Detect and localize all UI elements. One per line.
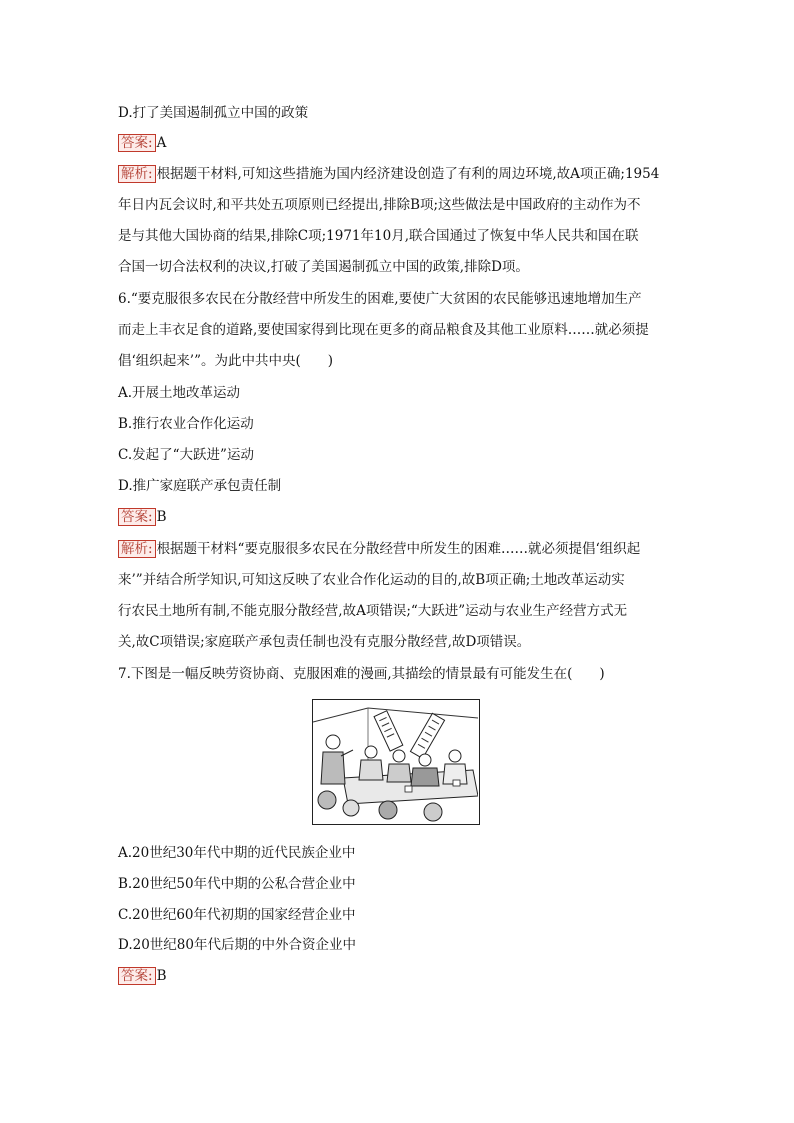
q6-analysis-line-3: 行农民土地所有制,不能克服分散经营,故A项错误;“大跃进”运动与农业生产经营方式无 — [118, 603, 628, 619]
answer-label: 答案: — [118, 508, 156, 526]
answer-value: A — [156, 135, 167, 151]
q6-analysis-line-2: 来’”并结合所学知识,可知这反映了农业合作化运动的目的,故B项正确;土地改革运动实 — [118, 572, 625, 588]
q6-analysis-line-1 — [118, 539, 678, 559]
analysis-label: 解析: — [118, 165, 156, 183]
q7-answer — [118, 966, 678, 986]
q6-option-a: A.开展土地改革运动 — [118, 385, 241, 401]
q6-stem-line-1: 6.“要克服很多农民在分散经营中所发生的困难,要使广大贫困的农民能够迅速地增加生产 — [118, 291, 642, 307]
q6-stem-line-2: 而走上丰衣足食的道路,要使国家得到比现在更多的商品粮食及其他工业原料……就必须提 — [118, 322, 649, 338]
answer-label: 答案: — [118, 134, 156, 152]
q7-option-d: D.20世纪80年代后期的中外合资企业中 — [118, 937, 356, 953]
figure-standing-worker — [321, 735, 353, 784]
analysis-text: 根据题干材料,可知这些措施为国内经济建设创造了有利的周边环境,故A项正确;1954 — [156, 166, 660, 182]
answer-label: 答案: — [118, 967, 156, 985]
q6-option-c: C.发起了“大跃进”运动 — [118, 447, 254, 463]
answer-value: B — [156, 509, 167, 525]
q5-analysis-line-1 — [118, 164, 678, 184]
cartoon-illustration — [312, 699, 480, 825]
q6-option-d: D.推广家庭联产承包责任制 — [118, 478, 282, 494]
q6-stem-line-3: 倡‘组织起来’”。为此中共中央( ) — [118, 353, 334, 369]
q7-stem: 7.下图是一幅反映劳资协商、克服困难的漫画,其描绘的情景最有可能发生在( ) — [118, 666, 605, 682]
analysis-text: 根据题干材料“要克服很多农民在分散经营中所发生的困难……就必须提倡‘组织起 — [156, 541, 641, 557]
banner-right — [410, 713, 444, 758]
q7-option-a: A.20世纪30年代中期的近代民族企业中 — [118, 845, 356, 861]
q6-answer — [118, 507, 678, 527]
q5-analysis-line-3: 是与其他大国协商的结果,排除C项;1971年10月,联合国通过了恢复中华人民共和国在联 — [118, 228, 639, 244]
q5-option-d: D.打了美国遏制孤立中国的政策 — [118, 105, 309, 121]
q6-analysis-line-4: 关,故C项错误;家庭联产承包责任制也没有克服分散经营,故D项错误。 — [118, 634, 531, 650]
q6-option-b: B.推行农业合作化运动 — [118, 416, 254, 432]
banner-left — [374, 711, 403, 751]
q5-answer — [118, 133, 678, 153]
analysis-label: 解析: — [118, 540, 156, 558]
q7-option-b: B.20世纪50年代中期的公私合营企业中 — [118, 876, 356, 892]
answer-value: B — [156, 968, 167, 984]
q5-analysis-line-4: 合国一切合法权利的决议,打破了美国遏制孤立中国的政策,排除D项。 — [118, 259, 529, 275]
q5-analysis-line-2: 年日内瓦会议时,和平共处五项原则已经提出,排除B项;这些做法是中国政府的主动作为不 — [118, 197, 641, 213]
q7-option-c: C.20世纪60年代初期的国家经营企业中 — [118, 907, 356, 923]
